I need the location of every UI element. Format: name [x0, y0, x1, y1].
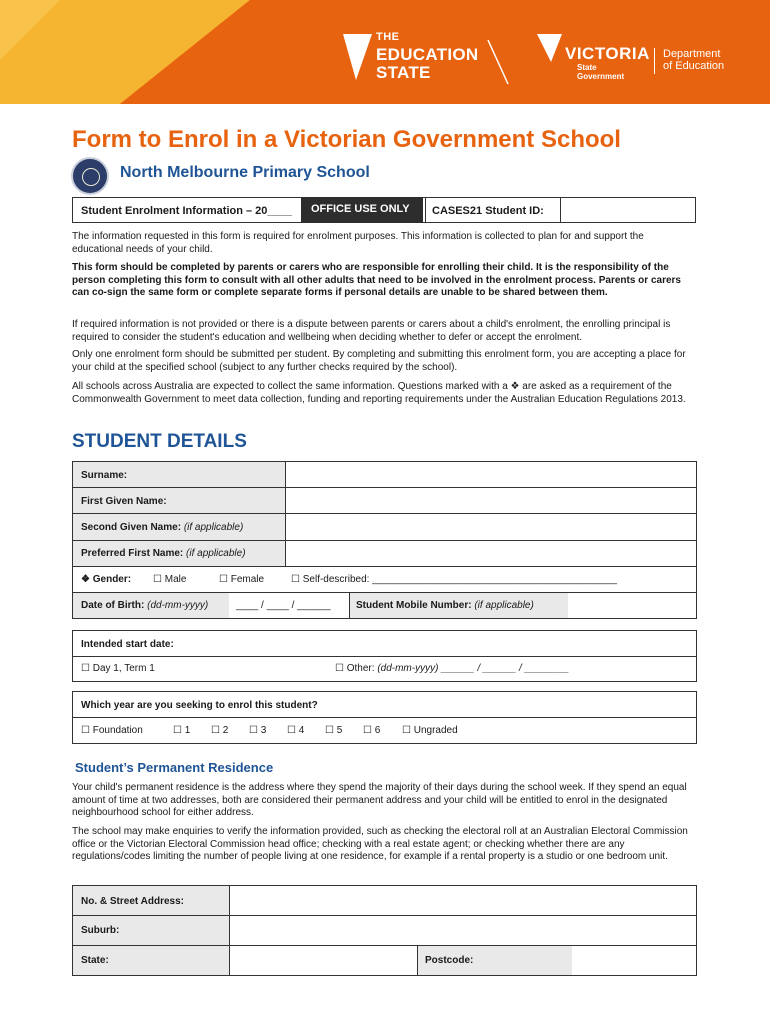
year-table	[72, 691, 697, 744]
dept-line2: of Education	[663, 60, 725, 72]
postcode-label: Postcode:	[425, 955, 474, 966]
dob-input[interactable]: ____ / ____ / ______	[236, 600, 331, 611]
second-name-note: (if applicable)	[183, 522, 244, 533]
state-input[interactable]	[229, 946, 418, 975]
gender-row	[73, 567, 696, 593]
dob-row	[73, 593, 696, 618]
school-crest-icon	[71, 157, 109, 195]
mobile-input[interactable]	[568, 593, 696, 618]
surname-input[interactable]	[285, 462, 696, 487]
surname-label: Surname:	[81, 470, 128, 481]
start-day1-checkbox[interactable]: ☐ Day 1, Term 1	[81, 663, 155, 674]
enrolment-info-label: Student Enrolment Information – 20____	[81, 205, 292, 217]
header-banner	[0, 0, 770, 104]
street-row	[73, 886, 696, 916]
intro-paragraph-3: If required information is not provided or there is a dispute between parents or carers about a child's enrolment, the enrolling principal is required to consider the student's education and wellbeing when deciding whether to defer or accept the enrolment.	[72, 319, 671, 343]
logo-text-education: EDUCATION	[376, 45, 479, 64]
second-name-text: Second Given Name:	[81, 522, 182, 533]
intro-paragraph-5: All schools across Australia are expected to collect the same information. Questions marked with a ❖ are asked as a requirement of the Commonwealth Government to meet data collection, funding and reporting requirements under the Australian Education Regulations 2013.	[72, 381, 686, 405]
mobile-note: (if applicable)	[474, 600, 534, 611]
year-question-row	[73, 692, 696, 718]
year-foundation-checkbox[interactable]: ☐ Foundation	[81, 725, 143, 736]
year-6-checkbox[interactable]: ☐ 6	[363, 725, 381, 736]
year-options-row	[73, 718, 696, 743]
mobile-text: Student Mobile Number:	[356, 600, 472, 611]
surname-row	[73, 462, 696, 488]
second-name-input[interactable]	[285, 514, 696, 540]
year-3-checkbox[interactable]: ☐ 3	[249, 725, 267, 736]
residence-paragraph-2: The school may make enquiries to verify the information provided, such as checking the electoral roll at an Australian Electoral Commission office or the Victorian Electoral Commission head office; checking with a real estate agent; or checking whether there are any regulations/codes limiting the number of people living at one residence, for example if a rental property is a studio or one bedroom unit.	[72, 826, 688, 862]
preferred-name-label	[81, 548, 246, 559]
logo-text-state: STATE	[376, 63, 431, 82]
residence-paragraph-1: Your child's permanent residence is the address where they spend the majority of their days during the school week. If they spend an equal amount of time at two addresses, both are considered their permanent address and your child will be entitled to enrol in the designated neighbourhood school for either address.	[72, 782, 687, 818]
state-label: State:	[81, 955, 109, 966]
gender-male-checkbox[interactable]: ☐ Male	[153, 574, 187, 585]
logo-text-the: THE	[376, 31, 400, 43]
second-name-row	[73, 514, 696, 541]
school-name: North Melbourne Primary School	[120, 164, 370, 181]
suburb-input[interactable]	[229, 916, 696, 945]
dept-line1: Department	[663, 48, 721, 60]
preferred-name-note: (if applicable)	[186, 548, 246, 559]
first-name-input[interactable]	[285, 488, 696, 513]
victoria-logo-text: VICTORIA	[565, 44, 650, 63]
intro-paragraph-4: Only one enrolment form should be submitted per student. By completing and submitting this enrolment form, you are accepting a place for your child at the specified school (subject to any further checks required by the school).	[72, 349, 686, 373]
office-info-box	[72, 197, 696, 223]
vic-sub-state: State	[577, 63, 597, 72]
preferred-name-text: Preferred First Name:	[81, 548, 184, 559]
first-name-label: First Given Name:	[81, 496, 167, 507]
address-table	[72, 885, 697, 976]
victoria-subtext	[577, 63, 624, 81]
suburb-row	[73, 916, 696, 946]
postcode-input[interactable]	[572, 946, 696, 975]
street-label: No. & Street Address:	[81, 896, 184, 907]
year-1-checkbox[interactable]: ☐ 1	[173, 725, 191, 736]
year-4-checkbox[interactable]: ☐ 4	[287, 725, 305, 736]
year-question-label: Which year are you seeking to enrol this student?	[81, 700, 318, 711]
mobile-label	[356, 600, 534, 611]
intro-paragraph-2: This form should be completed by parents or carers who are responsible for enrolling their child. It is the responsibility of the person completing this form to consult with all other adults that need to be involved in the enrolment process. Parents or carers can co-sign the same form or complete separate forms if personal details are unable to be shared between them.	[72, 262, 681, 298]
gender-self-described-checkbox[interactable]: ☐ Self-described: ____________________________________________	[291, 574, 617, 585]
state-row	[73, 946, 696, 975]
year-ungraded-checkbox[interactable]: ☐ Ungraded	[402, 725, 458, 736]
intro-paragraph-1: The information requested in this form is required for enrolment purposes. This information is collected to plan for and support the educational needs of your child.	[72, 231, 644, 255]
start-options-row	[73, 657, 696, 681]
department-label	[654, 48, 724, 74]
vic-sub-government: Government	[577, 72, 625, 81]
preferred-name-row	[73, 541, 696, 567]
dob-label	[81, 600, 208, 611]
dob-note: (dd-mm-yyyy)	[147, 600, 209, 611]
street-input[interactable]	[229, 886, 696, 915]
student-details-table	[72, 461, 697, 619]
year-2-checkbox[interactable]: ☐ 2	[211, 725, 229, 736]
year-5-checkbox[interactable]: ☐ 5	[325, 725, 343, 736]
gender-label: ❖ Gender:	[81, 574, 132, 585]
start-other-checkbox[interactable]	[335, 663, 569, 674]
start-date-label: Intended start date:	[81, 639, 174, 650]
gender-female-checkbox[interactable]: ☐ Female	[219, 574, 265, 585]
second-name-label	[81, 522, 243, 533]
cases21-label: CASES21 Student ID:	[425, 198, 561, 222]
dob-text: Date of Birth:	[81, 600, 145, 611]
permanent-residence-heading: Student’s Permanent Residence	[75, 760, 274, 775]
first-name-row	[73, 488, 696, 514]
student-details-heading: STUDENT DETAILS	[72, 431, 247, 452]
preferred-name-input[interactable]	[285, 541, 696, 566]
start-other-date[interactable]: (dd-mm-yyyy) ______ / ______ / ________	[377, 663, 570, 674]
start-other-text: ☐ Other:	[335, 663, 375, 674]
start-date-table	[72, 630, 697, 682]
office-use-label: OFFICE USE ONLY	[301, 197, 423, 223]
start-date-row	[73, 631, 696, 657]
suburb-label: Suburb:	[81, 925, 120, 936]
form-title: Form to Enrol in a Victorian Government School	[72, 126, 621, 153]
